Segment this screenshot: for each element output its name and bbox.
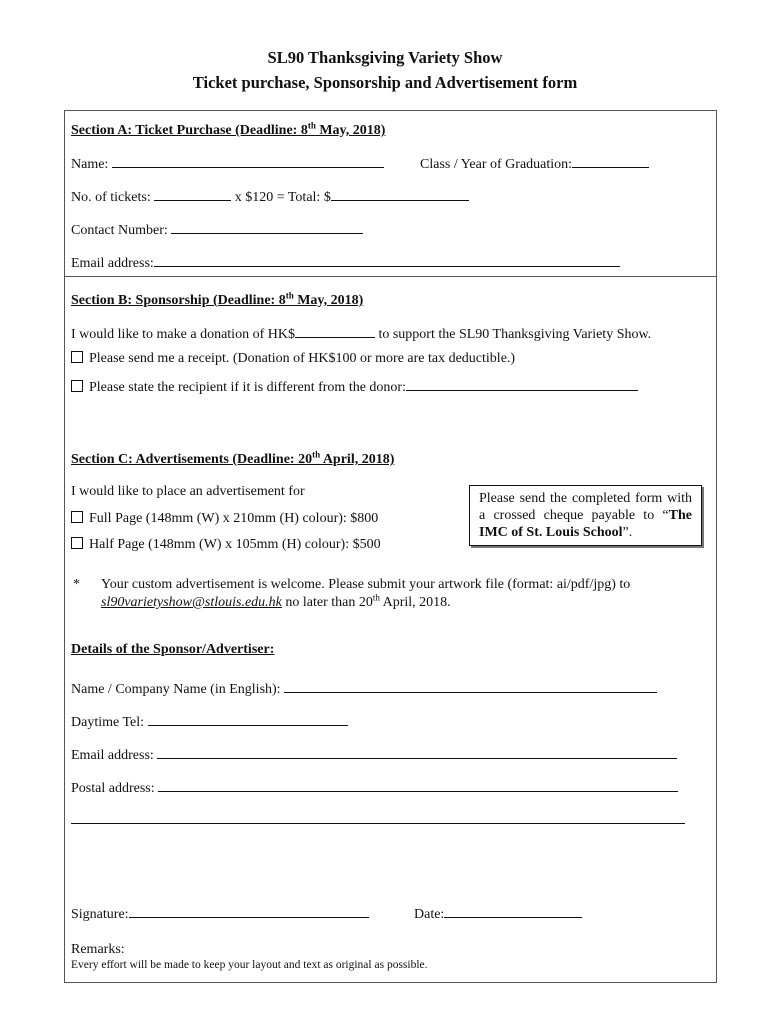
email-field[interactable]: [154, 253, 620, 267]
full-page-label: Full Page (148mm (W) x 210mm (H) colour): $800: [89, 511, 379, 526]
half-page-checkbox[interactable]: [71, 537, 83, 549]
signature-label: Signature:: [71, 907, 129, 922]
donation-field[interactable]: [295, 324, 375, 338]
contact-field[interactable]: [171, 220, 363, 234]
tickets-label: No. of tickets:: [71, 190, 155, 205]
contact-email-link[interactable]: sl90varietyshow@stlouis.edu.hk: [101, 595, 282, 610]
name-label: Name:: [71, 157, 112, 172]
total-field[interactable]: [331, 187, 469, 201]
tickets-row: [71, 187, 469, 207]
full-page-row: [71, 510, 378, 528]
section-c-heading: Section C: Advertisements (Deadline: 20th April, 2018): [71, 449, 395, 467]
postal-label: Postal address:: [71, 781, 159, 796]
date-field[interactable]: [444, 904, 582, 918]
date-row: [414, 904, 582, 924]
postal-row: [71, 778, 678, 798]
receipt-checkbox[interactable]: [71, 351, 83, 363]
details-email-label: Email address:: [71, 748, 158, 763]
donation-label: I would like to make a donation of HK$: [71, 327, 295, 342]
section-b-heading: Section B: Sponsorship (Deadline: 8th May, 2018): [71, 290, 364, 308]
company-label: Name / Company Name (in English):: [71, 682, 285, 697]
company-field[interactable]: [284, 679, 657, 693]
advert-intro: I would like to place an advertisement for: [71, 484, 305, 499]
form-subtitle: Ticket purchase, Sponsorship and Advertisement form: [192, 73, 578, 92]
half-page-row: [71, 536, 381, 554]
class-label: Class / Year of Graduation:: [420, 157, 573, 172]
payment-note: Please send the completed form with a crossed cheque payable to “The IMC of St. Louis School”.: [469, 485, 702, 546]
company-row: [71, 679, 657, 699]
tel-field[interactable]: [148, 712, 348, 726]
details-email-row: [71, 745, 677, 765]
tickets-field[interactable]: [154, 187, 231, 201]
tickets-price-label: x $120 = Total: $: [231, 190, 331, 205]
postal-field[interactable]: [158, 778, 678, 792]
receipt-row: [71, 350, 515, 368]
recipient-field[interactable]: [406, 377, 638, 391]
recipient-row: [71, 377, 638, 397]
date-label: Date:: [414, 907, 445, 922]
recipient-checkbox[interactable]: [71, 380, 83, 392]
signature-row: [71, 904, 369, 924]
name-field[interactable]: [112, 154, 384, 168]
class-row: [420, 154, 649, 174]
details-email-field[interactable]: [157, 745, 677, 759]
remarks-label: Remarks:: [71, 942, 125, 957]
donation-suffix: to support the SL90 Thanksgiving Variety Show.: [374, 327, 652, 342]
remarks-text: Every effort will be made to keep your layout and text as original as possible.: [71, 959, 428, 971]
full-page-checkbox[interactable]: [71, 511, 83, 523]
custom-ad-line1: Your custom advertisement is welcome. Please submit your artwork file (format: ai/pdf/jpg) to: [101, 577, 631, 592]
receipt-label: Please send me a receipt. (Donation of HK$100 or more are tax deductible.): [89, 351, 516, 366]
tel-label: Daytime Tel:: [71, 715, 148, 730]
signature-field[interactable]: [129, 904, 369, 918]
contact-label: Contact Number:: [71, 223, 172, 238]
email-label: Email address:: [71, 256, 154, 271]
name-row: [71, 154, 384, 174]
contact-row: [71, 220, 363, 240]
custom-ad-bullet: *: [73, 577, 80, 592]
section-a-heading: Section A: Ticket Purchase (Deadline: 8th May, 2018): [71, 120, 386, 138]
donation-row: [71, 324, 651, 344]
custom-ad-line2: sl90varietyshow@stlouis.edu.hk no later than 20th April, 2018.: [101, 592, 451, 610]
class-field[interactable]: [572, 154, 649, 168]
postal-field-line2[interactable]: [71, 823, 685, 824]
email-row: [71, 253, 620, 273]
tel-row: [71, 712, 348, 732]
half-page-label: Half Page (148mm (W) x 105mm (H) colour): $500: [89, 537, 381, 552]
form-title: SL90 Thanksgiving Variety Show: [267, 48, 503, 67]
details-heading: Details of the Sponsor/Advertiser:: [71, 642, 275, 657]
recipient-label: Please state the recipient if it is different from the donor:: [89, 380, 406, 395]
